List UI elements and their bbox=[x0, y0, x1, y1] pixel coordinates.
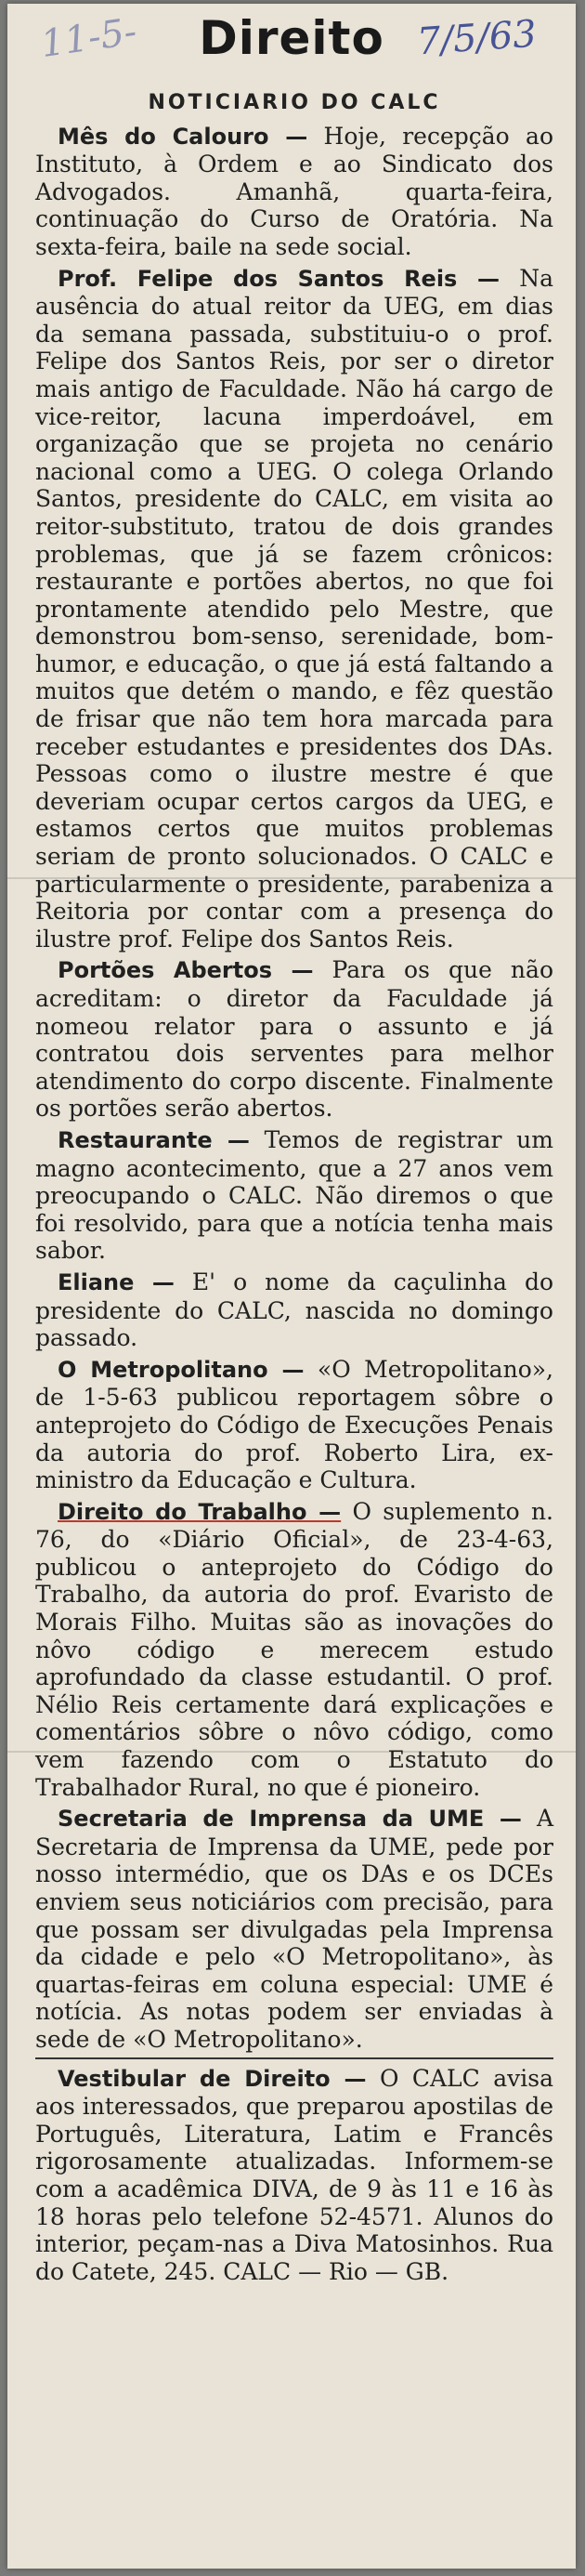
item-lead: Direito do Trabalho — bbox=[58, 1498, 342, 1525]
news-item bbox=[35, 123, 553, 261]
news-item bbox=[35, 956, 553, 1123]
news-item bbox=[35, 265, 553, 953]
section-heading: NOTICIARIO DO CALC bbox=[148, 91, 441, 114]
news-item bbox=[35, 1268, 553, 1352]
item-text: Temos de registrar um magno acontecimento, que a 27 anos vem preocupando o CALC. Não diremos o que foi resolvido, para que a notícia tenha mais sabor. bbox=[35, 1125, 553, 1265]
item-text: Hoje, recepção ao Instituto, à Ordem e ao Sindicato dos Advogados. Amanhã, quarta-feira, continuação do Curso de Oratória. Na sexta-feira, baile na sede social. bbox=[35, 122, 553, 260]
paper-fold bbox=[7, 877, 576, 879]
news-item bbox=[35, 1498, 553, 1802]
handwritten-date: 7/5/63 bbox=[415, 12, 539, 64]
item-lead: Secretaria de Imprensa da UME — bbox=[58, 1806, 522, 1833]
news-item bbox=[35, 1805, 553, 2053]
item-text: E' o nome da caçulinha do presidente do CALC, nascida no domingo passado. bbox=[35, 1268, 553, 1352]
item-text: O CALC avisa aos interessados, que preparou apostilas de Português, Literatura, Latim e Francês rigorosamente atualizadas. Informem-se com a acadêmica DIVA, de 9 às 11 e 16 às 18 horas pelo telefone 52-4571. Alunos do interior, peçam-nas a Diva Matosinhos. Rua do Catete, 245. CALC — Rio — GB. bbox=[35, 2064, 553, 2285]
newspaper-clipping bbox=[7, 4, 576, 2569]
paper-fold bbox=[7, 1751, 576, 1753]
news-item bbox=[35, 1356, 553, 1494]
item-text: O suplemento n. 76, do «Diário Oficial», de 23-4-63, publicou o anteprojeto do Código do Trabalho, da autoria do prof. Evaristo de Morais Filho. Muitas são as inovações do nôvo código e merecem estudo aprofundado da classe estudantil. O prof. Nélio Reis certamente dará explicações e comentários sôbre o nôvo código, como vem fazendo com o Estatuto do Trabalhador Rural, no que é pioneiro. bbox=[35, 1497, 553, 1801]
item-lead: Prof. Felipe dos Santos Reis — bbox=[58, 265, 500, 292]
item-lead: Portões Abertos — bbox=[58, 957, 314, 984]
divider bbox=[35, 2057, 553, 2059]
item-text: Na ausência do atual reitor da UEG, em dias da semana passada, substituiu-o o prof. Felipe dos Santos Reis, por ser o diretor mais antigo de Faculdade. Não há cargo de vice-reitor, lacuna imperdoável, em organização que se projeta no cenário nacional como a UEG. O colega Orlando Santos, presidente do CALC, em visita ao reitor-substituto, tratou de dois grandes problemas, que já se fazem crônicos: restaurante e portões abertos, no que foi prontamente atendido pelo Mestre, que demonstrou bom-senso, serenidade, bom-humor, e educação, o que já está faltando a muitos que detém o mando, e fêz questão de frisar que não tem hora marcada para receber estudantes e presidentes dos DAs. Pessoas como o ilustre mestre é que deveriam ocupar certos cargos da UEG, e estamos certos que muitos problemas seriam de pronto solucionados. O CALC e particularmente o presidente, parabeniza a Reitoria por contar com a presença do ilustre prof. Felipe dos Santos Reis. bbox=[35, 264, 553, 953]
item-lead: Vestibular de Direito — bbox=[58, 2065, 367, 2092]
item-text: A Secretaria de Imprensa da UME, pede por nosso intermédio, que os DAs e os DCEs enviem seus noticiários com precisão, para que possam ser divulgadas pela Imprensa da cidade e pelo «O Metropolitano», às quartas-feiras em coluna especial: UME é notícia. As notas podem ser enviadas à sede de «O Metropolitano». bbox=[35, 1805, 553, 2053]
handwritten-note-left: 11-5- bbox=[38, 10, 140, 66]
article-body bbox=[7, 89, 576, 2285]
clipping-header bbox=[7, 4, 576, 89]
news-item bbox=[35, 1126, 553, 1265]
item-text: «O Metropolitano», de 1-5-63 publicou reportagem sôbre o anteprojeto do Código de Execuções Penais da autoria do prof. Roberto Lira, ex-ministro da Educação e Cultura. bbox=[35, 1355, 553, 1494]
page-title: Direito bbox=[199, 11, 384, 65]
news-item bbox=[35, 2065, 553, 2286]
item-text: Para os que não acreditam: o diretor da Faculdade já nomeou relator para o assunto e já contratou dois serventes para melhor atendimento do corpo discente. Finalmente os portões serão abertos. bbox=[35, 956, 553, 1123]
item-lead: Restaurante — bbox=[58, 1126, 250, 1153]
item-lead: O Metropolitano — bbox=[58, 1356, 305, 1383]
item-lead: Eliane — bbox=[58, 1268, 175, 1295]
item-lead: Mês do Calouro — bbox=[58, 123, 308, 150]
